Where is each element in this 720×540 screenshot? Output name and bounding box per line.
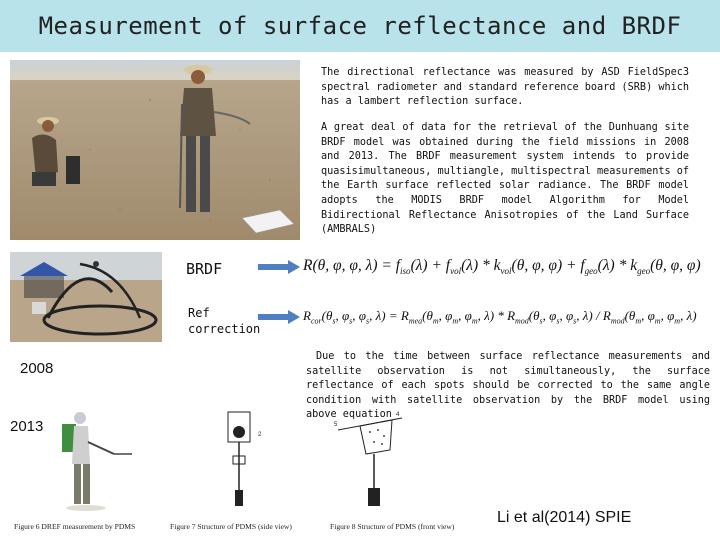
- figure7-caption: Figure 7 Structure of PDMS (side view): [170, 522, 292, 531]
- brdf-arrow-icon: [258, 260, 300, 274]
- ref-correction-label-line1: Ref: [188, 306, 210, 320]
- paragraph-correction: Due to the time between surface reflectance measurements and satellite observation is not simultaneously, the surface reflectance of each spots should be corrected to the same angle condition with satellite observation by the BRDF model using above equation: [306, 351, 710, 421]
- ref-correction-arrow-icon: [258, 310, 300, 324]
- brdf-label: BRDF: [186, 260, 223, 278]
- year-2013-label: 2013: [10, 418, 44, 435]
- svg-text:5: 5: [334, 422, 338, 428]
- ref-correction-label-line2: correction: [188, 322, 261, 336]
- paragraph-brdf-model: A great deal of data for the retrieval of the Dunhuang site BRDF model was obtained during the field missions in 2008 and 2013. The BRDF measurement system intends to provide quasisimultaneous, multiangle, multispectral measurements of the Earth surface reflected solar radiance. The BRDF model adopts the MODIS BRDF model Algorithm for Model Bidirectional Reflectance Anisotropies of the Land Surface (AMBRALS): [321, 122, 690, 236]
- brdf-system-photo-2008: [10, 252, 162, 342]
- slide-title: Measurement of surface reflectance and BRDF: [38, 12, 682, 40]
- brdf-equation: R(θ, φ, φ, $\lambda) = f_{iso}(\lambda) + f_{vol}(\lambda) * k_{vol}(\theta$, φ, $\varphi) + f_{geo}(\lambda) * k_{geo}(\theta$, φ, φ): [303, 257, 701, 277]
- svg-text:4: 4: [396, 412, 400, 418]
- pdms-measurement-photo-2013: [48, 408, 158, 520]
- figure6-caption: Figure 6 DREF measurement by PDMS: [14, 522, 136, 531]
- year-2008-label: 2008: [20, 360, 54, 377]
- paragraph-measurement: The directional reflectance was measured by ASD FieldSpec3 spectral radiometer and standard reference board (SRB) which has a lambert reflection surface.: [321, 67, 690, 108]
- ref-correction-equation: $R_{cor}(\theta_s$, $\varphi_s$, $\varphi_s$, $\lambda) = R_{mea}(\theta_m$, $\varphi_m$, $\varphi_m$, $\lambda) * R_{mod}(\theta_s$, $\varphi_s$, $\varphi_s$, $\lambda) / R_{mod}(\theta_m$, $\varphi_m$, $\varphi_m$, λ): [303, 308, 697, 326]
- pdms-side-view-drawing: [222, 410, 272, 518]
- svg-text:2: 2: [258, 432, 262, 438]
- citation-text: Li et al(2014) SPIE: [497, 509, 632, 526]
- field-measurement-photo: [10, 60, 300, 240]
- figure8-caption: Figure 8 Structure of PDMS (front view): [330, 522, 455, 531]
- pdms-front-view-drawing: [330, 410, 410, 518]
